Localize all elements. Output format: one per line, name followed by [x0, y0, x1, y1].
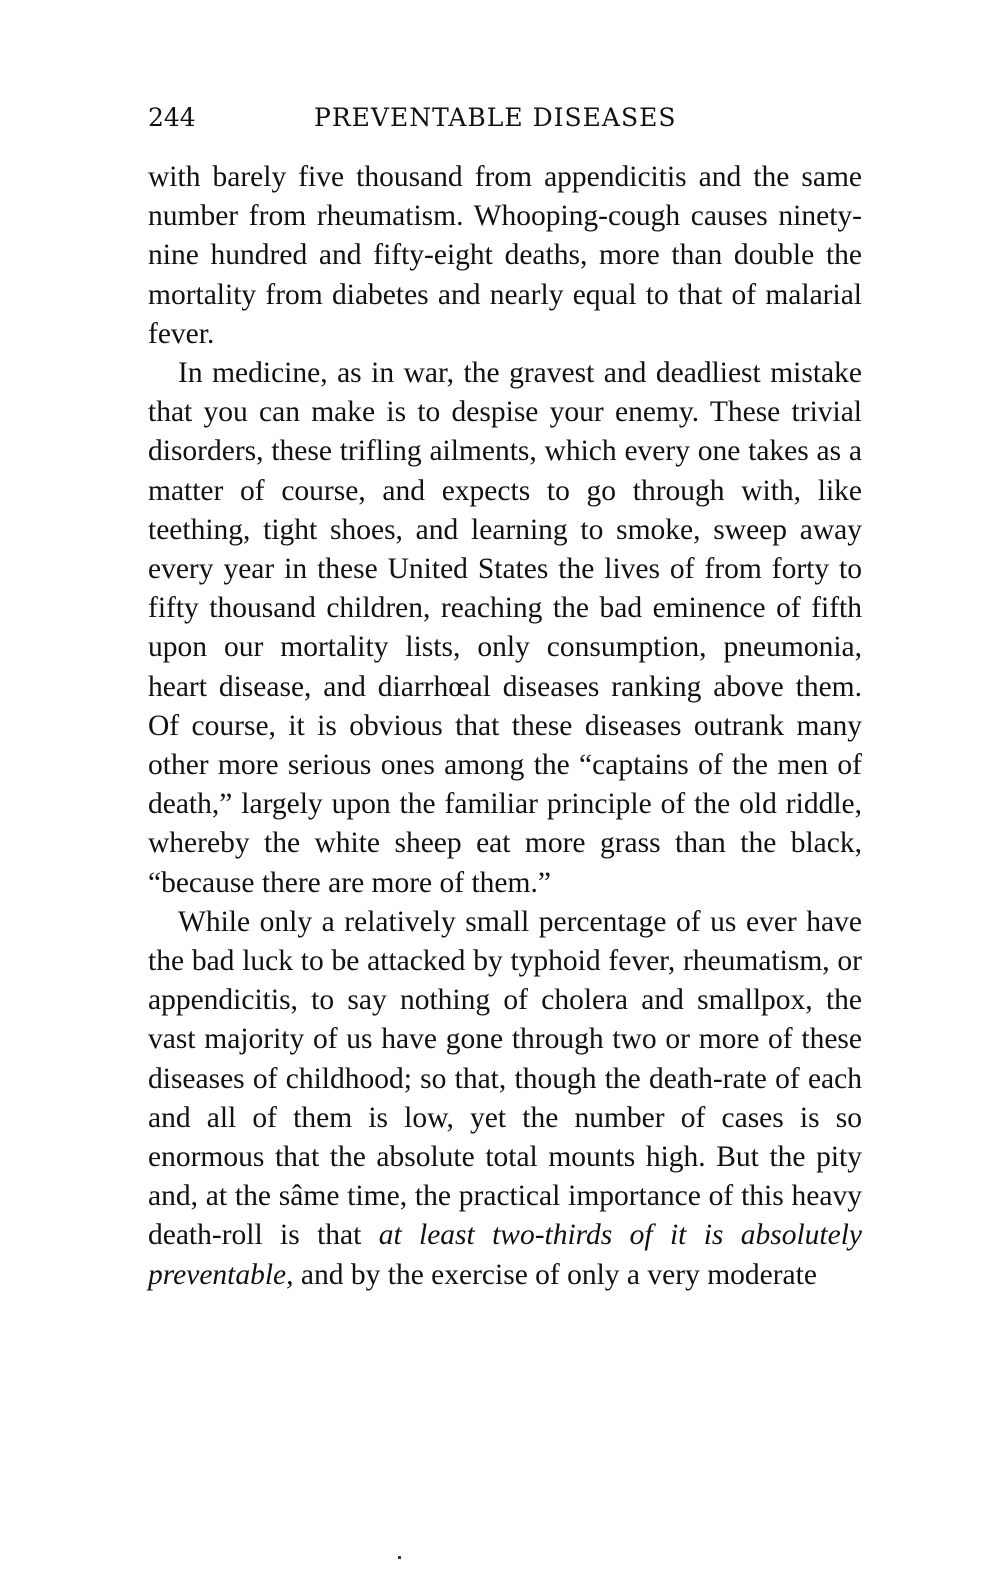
paragraph: In medicine, as in war, the gravest and deadliest mistake that you can make is to despise your enemy. These trivial disorders, these trifling ailments, which every one takes as a matter of course, and expects to go through with, like teething, tight shoes, and learning to smoke, sweep away every year in these United States the lives of from forty to fifty thousand children, reaching the bad eminence of fifth upon our mortality lists, only consumption, pneumonia, heart disease, and diarrhœal diseases ranking above them. Of course, it is obvious that these diseases outrank many other more serious ones among the “captains of the men of death,” largely upon the familiar principle of the old riddle, whereby the white sheep eat more grass than the black, “because there are more of them.”: [148, 357, 862, 899]
page-number: 244: [148, 103, 196, 132]
paragraph: [148, 903, 862, 1295]
page-mark: [398, 1556, 401, 1559]
body-text: [148, 158, 862, 1295]
paragraph-text: While only a relatively small percentage of us ever have the bad luck to be attacked by typhoid fever, rheumatism, or appendicitis, to say nothing of cholera and smallpox, the vast majority of us have gone through two or more of these diseases of childhood; so that, though the death-rate of each and all of them is low, yet the number of cases is so enormous that the absolute total mounts high. But the pity and, at the sâme time, the practical importance of this heavy death-roll is that: [148, 905, 862, 1252]
paragraph: with barely five thousand from appendicitis and the same number from rheumatism. Whooping-cough causes ninety-nine hundred and fifty-eight deaths, more than double the mortality from diabetes and nearly equal to that of malarial fever.: [148, 161, 862, 350]
paragraph-text: and by the exercise of only a very moderate: [293, 1258, 817, 1291]
emphasis-text: at least two-thirds of it is absolutely preventable,: [148, 1219, 863, 1291]
page-header: [148, 103, 862, 139]
running-title: PREVENTABLE DISEASES: [314, 103, 677, 132]
